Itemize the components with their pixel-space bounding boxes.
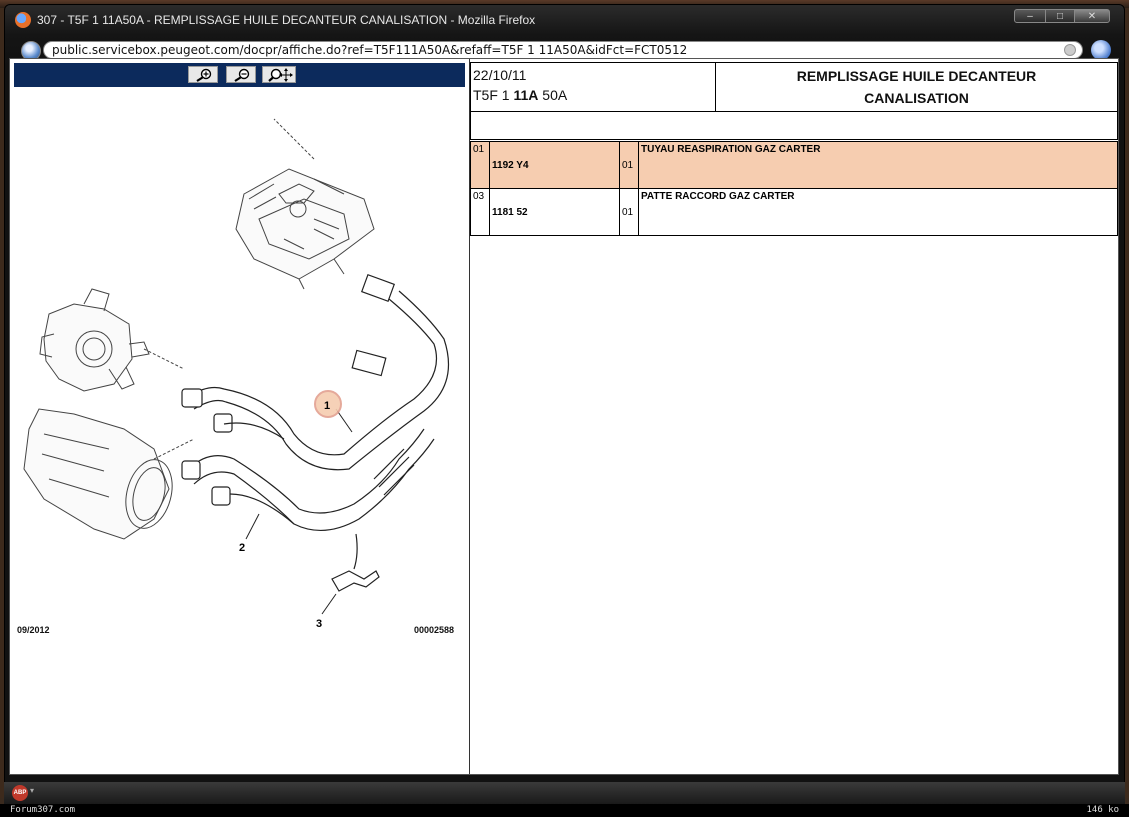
header-ref-suffix: 50A: [538, 87, 568, 103]
callout-1-label[interactable]: 1: [324, 400, 331, 412]
adblock-icon[interactable]: ABP: [12, 785, 28, 801]
tools-globe-icon[interactable]: [1091, 40, 1111, 60]
part-description: TUYAU REASPIRATION GAZ CARTER: [639, 142, 1118, 189]
table-row[interactable]: [471, 189, 1118, 236]
zoom-in-icon: [195, 68, 213, 82]
part-index: 03: [471, 189, 490, 236]
part-qty: 01: [622, 207, 634, 218]
window-title: 307 - T5F 1 11A50A - REMPLISSAGE HUILE DECANTEUR CANALISATION - Mozilla Firefox: [37, 13, 536, 27]
pan-icon: [269, 68, 293, 82]
part-ref[interactable]: 1181 52: [492, 207, 528, 218]
header-ref-prefix: T5F 1: [473, 87, 514, 103]
diagram-code: 00002588: [414, 625, 455, 635]
desktop-right-edge: [1125, 8, 1129, 798]
footer-size: 146 ko: [1086, 805, 1119, 815]
firefox-icon[interactable]: [15, 12, 31, 28]
parts-pane: [470, 59, 1118, 774]
header-ref: [473, 85, 713, 105]
footer-site: Forum307.com: [10, 805, 76, 815]
status-bar: [4, 782, 1125, 804]
part-ref-cell: [490, 142, 620, 189]
hose-1-drawing: [182, 275, 449, 470]
pan-button[interactable]: [262, 66, 296, 83]
part-ref[interactable]: 1192 Y4: [492, 160, 529, 171]
taskbar-strip: [0, 804, 1129, 817]
zoom-out-button[interactable]: [226, 66, 256, 83]
header-date: 22/10/11: [473, 67, 527, 83]
parts-table: [470, 141, 1118, 236]
air-box-drawing: [24, 409, 194, 539]
zoom-in-button[interactable]: [188, 66, 218, 83]
callout-3-label[interactable]: 3: [316, 618, 323, 630]
table-row[interactable]: [471, 142, 1118, 189]
header-ref-cell: [471, 63, 716, 112]
callout-3-leader: [322, 594, 336, 614]
part-qty-cell: [620, 189, 639, 236]
header-ref-bold: 11A: [513, 87, 539, 103]
throttle-body-drawing: [40, 289, 184, 391]
callout-2-label[interactable]: 2: [239, 542, 246, 554]
close-button[interactable]: ✕: [1074, 9, 1110, 23]
callout-2-leader: [246, 514, 259, 539]
empty-header-row: [470, 110, 1118, 140]
bookmark-star-icon[interactable]: [1064, 44, 1076, 56]
part-index: 01: [471, 142, 490, 189]
part-qty-cell: [620, 142, 639, 189]
url-bar[interactable]: [43, 41, 1083, 59]
hose-2-drawing: [182, 429, 434, 530]
zoom-toolbar: [14, 63, 465, 87]
part-description: PATTE RACCORD GAZ CARTER: [639, 189, 1118, 236]
diagram-date: 09/2012: [17, 625, 50, 635]
part-ref-cell: [490, 189, 620, 236]
header-title-cell: [716, 63, 1118, 112]
header-title-line1: REMPLISSAGE HUILE DECANTEUR: [796, 68, 1037, 84]
zoom-out-icon: [233, 68, 251, 82]
diagram-pane: [10, 59, 470, 774]
url-text[interactable]: public.servicebox.peugeot.com/docpr/affiche.do?ref=T5F111A50A&refaff=T5F 1 11A50A&idFct=FCT0512: [52, 43, 688, 57]
header-title-line2: CANALISATION: [864, 90, 969, 106]
maximize-button[interactable]: □: [1045, 9, 1075, 23]
minimize-button[interactable]: –: [1014, 9, 1046, 23]
header-table: [470, 62, 1118, 112]
page-content: [9, 58, 1119, 775]
title-bar[interactable]: [5, 5, 1124, 35]
engine-block-drawing: [236, 119, 374, 289]
adblock-dropdown-icon[interactable]: ▾: [30, 786, 35, 795]
part-qty: 01: [622, 160, 634, 171]
bracket-3-drawing: [332, 534, 379, 591]
